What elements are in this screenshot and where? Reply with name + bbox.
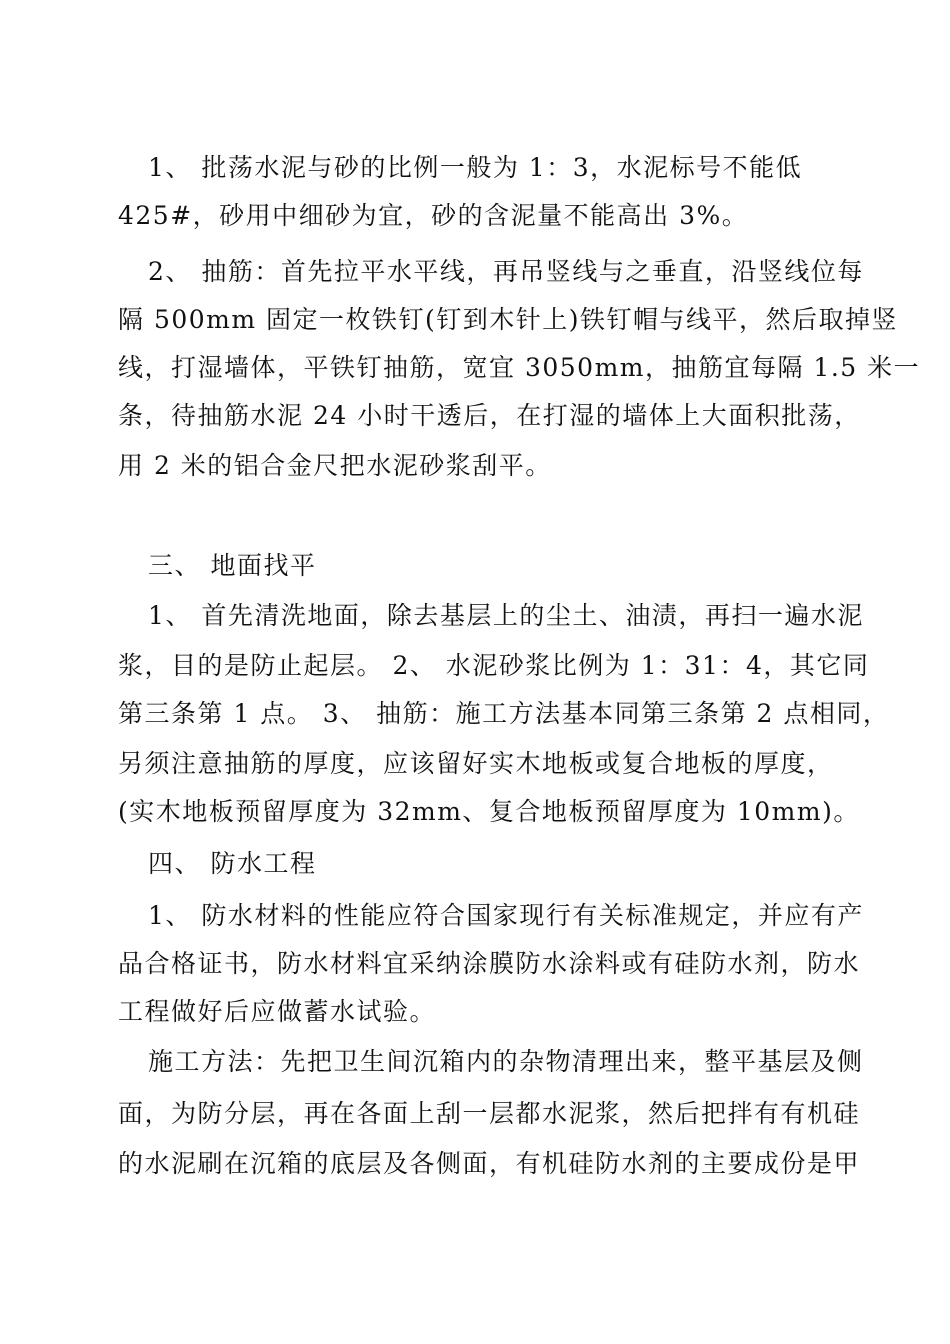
paragraph-line: 1、 防水材料的性能应符合国家现行有关标准规定，并应有产 <box>148 901 864 930</box>
paragraph-line: 2、 抽筋：首先拉平水平线，再吊竖线与之垂直，沿竖线位每 <box>148 257 864 286</box>
paragraph-line: 的水泥刷在沉箱的底层及各侧面，有机硅防水剂的主要成份是甲 <box>118 1149 861 1178</box>
paragraph-line: 1、 批荡水泥与砂的比例一般为 1：3，水泥标号不能低 <box>148 153 803 182</box>
paragraph-line: 425#，砂用中细砂为宜，砂的含泥量不能高出 3%。 <box>118 201 749 230</box>
section-heading: 三、 地面找平 <box>148 551 317 580</box>
paragraph-line: 第三条第 1 点。 3、 抽筋：施工方法基本同第三条第 2 点相同， <box>118 699 890 728</box>
paragraph-line: (实木地板预留厚度为 32mm、复合地板预留厚度为 10mm)。 <box>118 797 860 826</box>
paragraph-line: 面，为防分层，再在各面上刮一层都水泥浆，然后把拌有有机硅 <box>118 1099 861 1128</box>
paragraph-line: 工程做好后应做蓄水试验。 <box>118 997 437 1026</box>
paragraph-line: 浆，目的是防止起层。 2、 水泥砂浆比例为 1：31：4，其它同 <box>118 651 870 680</box>
paragraph-line: 条，待抽筋水泥 24 小时干透后，在打湿的墙体上大面积批荡， <box>118 401 861 430</box>
paragraph-line: 用 2 米的铝合金尺把水泥砂浆刮平。 <box>118 451 552 480</box>
paragraph-line: 1、 首先清洗地面，除去基层上的尘土、油渍，再扫一遍水泥 <box>148 601 864 630</box>
paragraph-line: 品合格证书，防水材料宜采纳涂膜防水涂料或有硅防水剂，防水 <box>118 949 861 978</box>
section-heading: 四、 防水工程 <box>148 849 317 878</box>
paragraph-line: 另须注意抽筋的厚度，应该留好实木地板或复合地板的厚度， <box>118 749 834 778</box>
paragraph-line: 线，打湿墙体，平铁钉抽筋，宽宜 3050mm，抽筋宜每隔 1.5 米一 <box>118 353 921 382</box>
paragraph-line: 施工方法：先把卫生间沉箱内的杂物清理出来，整平基层及侧 <box>148 1047 864 1076</box>
paragraph-line: 隔 500mm 固定一枚铁钉(钉到木针上)铁钉帽与线平，然后取掉竖 <box>118 305 899 334</box>
